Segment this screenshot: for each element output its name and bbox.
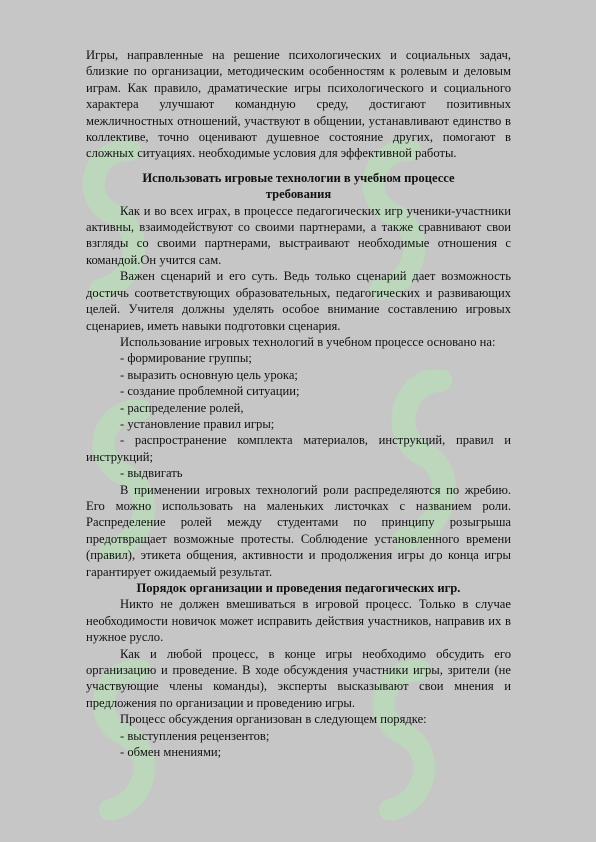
list-item: - обмен мнениями; [120, 745, 222, 760]
paragraph: Использование игровых технологий в учебном процессе основано на: [120, 334, 496, 349]
paragraph: Как и во всех играх, в процессе педагогических игр ученики-участники активны, взаимодействуют со своими партнерами, а также сравнивают свои взгляды со своими партнерами, выстраивают необходимые отношения с командой.Он учится сам. [86, 203, 511, 267]
section-heading-continued: требования [265, 187, 332, 202]
paragraph: Важен сценарий и его суть. Ведь только сценарий дает возможность достичь соответствующих образовательных, педагогических и развивающих целей. Учителя должны уделять особое внимание составлению игровых сценариев, иметь навыки подготовки сценария. [86, 269, 511, 333]
intro-paragraph: Игры, направленные на решение психологических и социальных задач, близкие по организации, методическим особенностям к ролевым и деловым играм. Как правило, драматические игры психологического и социального характера улучшают командную среду, достигают позитивных межличностных отношений, участвуют в общении, устанавливают единство в коллективе, точно оценивают душевное состояние других, помогают в сложных ситуациях. необходимые условия для эффективной работы. [86, 48, 511, 161]
list-item: - выступления рецензентов; [120, 728, 270, 743]
paragraph: Никто не должен вмешиваться в игровой процесс. Только в случае необходимости новичок может исправить действия участников, направив их в нужное русло. [86, 597, 511, 645]
section-heading: Использовать игровые технологии в учебном процессе [142, 170, 455, 185]
list-item: - распространение комплекта материалов, инструкций, правил и инструкций; [86, 433, 511, 464]
list-item: - выразить основную цель урока; [120, 367, 298, 382]
list-item: - формирование группы; [120, 351, 252, 366]
paragraph: Как и любой процесс, в конце игры необходимо обсудить его организацию и проведение. В ходе обсуждения участники игры, зрители (не участвующие члены команды), эксперты высказывают свои мнения и предложения по организации и проведению игры. [86, 646, 511, 710]
document-body [86, 47, 511, 760]
list-item: - установление правил игры; [120, 416, 275, 431]
list-item: - создание проблемной ситуации; [120, 384, 300, 399]
paragraph: Процесс обсуждения организован в следующем порядке: [120, 712, 427, 727]
section-heading: Порядок организации и проведения педагогических игр. [136, 581, 461, 595]
list-item: - выдвигать [120, 466, 183, 481]
list-item: - распределение ролей, [120, 400, 244, 415]
paragraph: В применении игровых технологий роли распределяются по жребию. Его можно использовать на маленьких листочках с названием роли. Распределение ролей между студентами по принципу розыгрыша предотвращает возможные протесты. Соблюдение установленного времени (правил), этикета общения, активности и продолжения игры до конца игры гарантирует ожидаемый результат. [86, 482, 511, 579]
